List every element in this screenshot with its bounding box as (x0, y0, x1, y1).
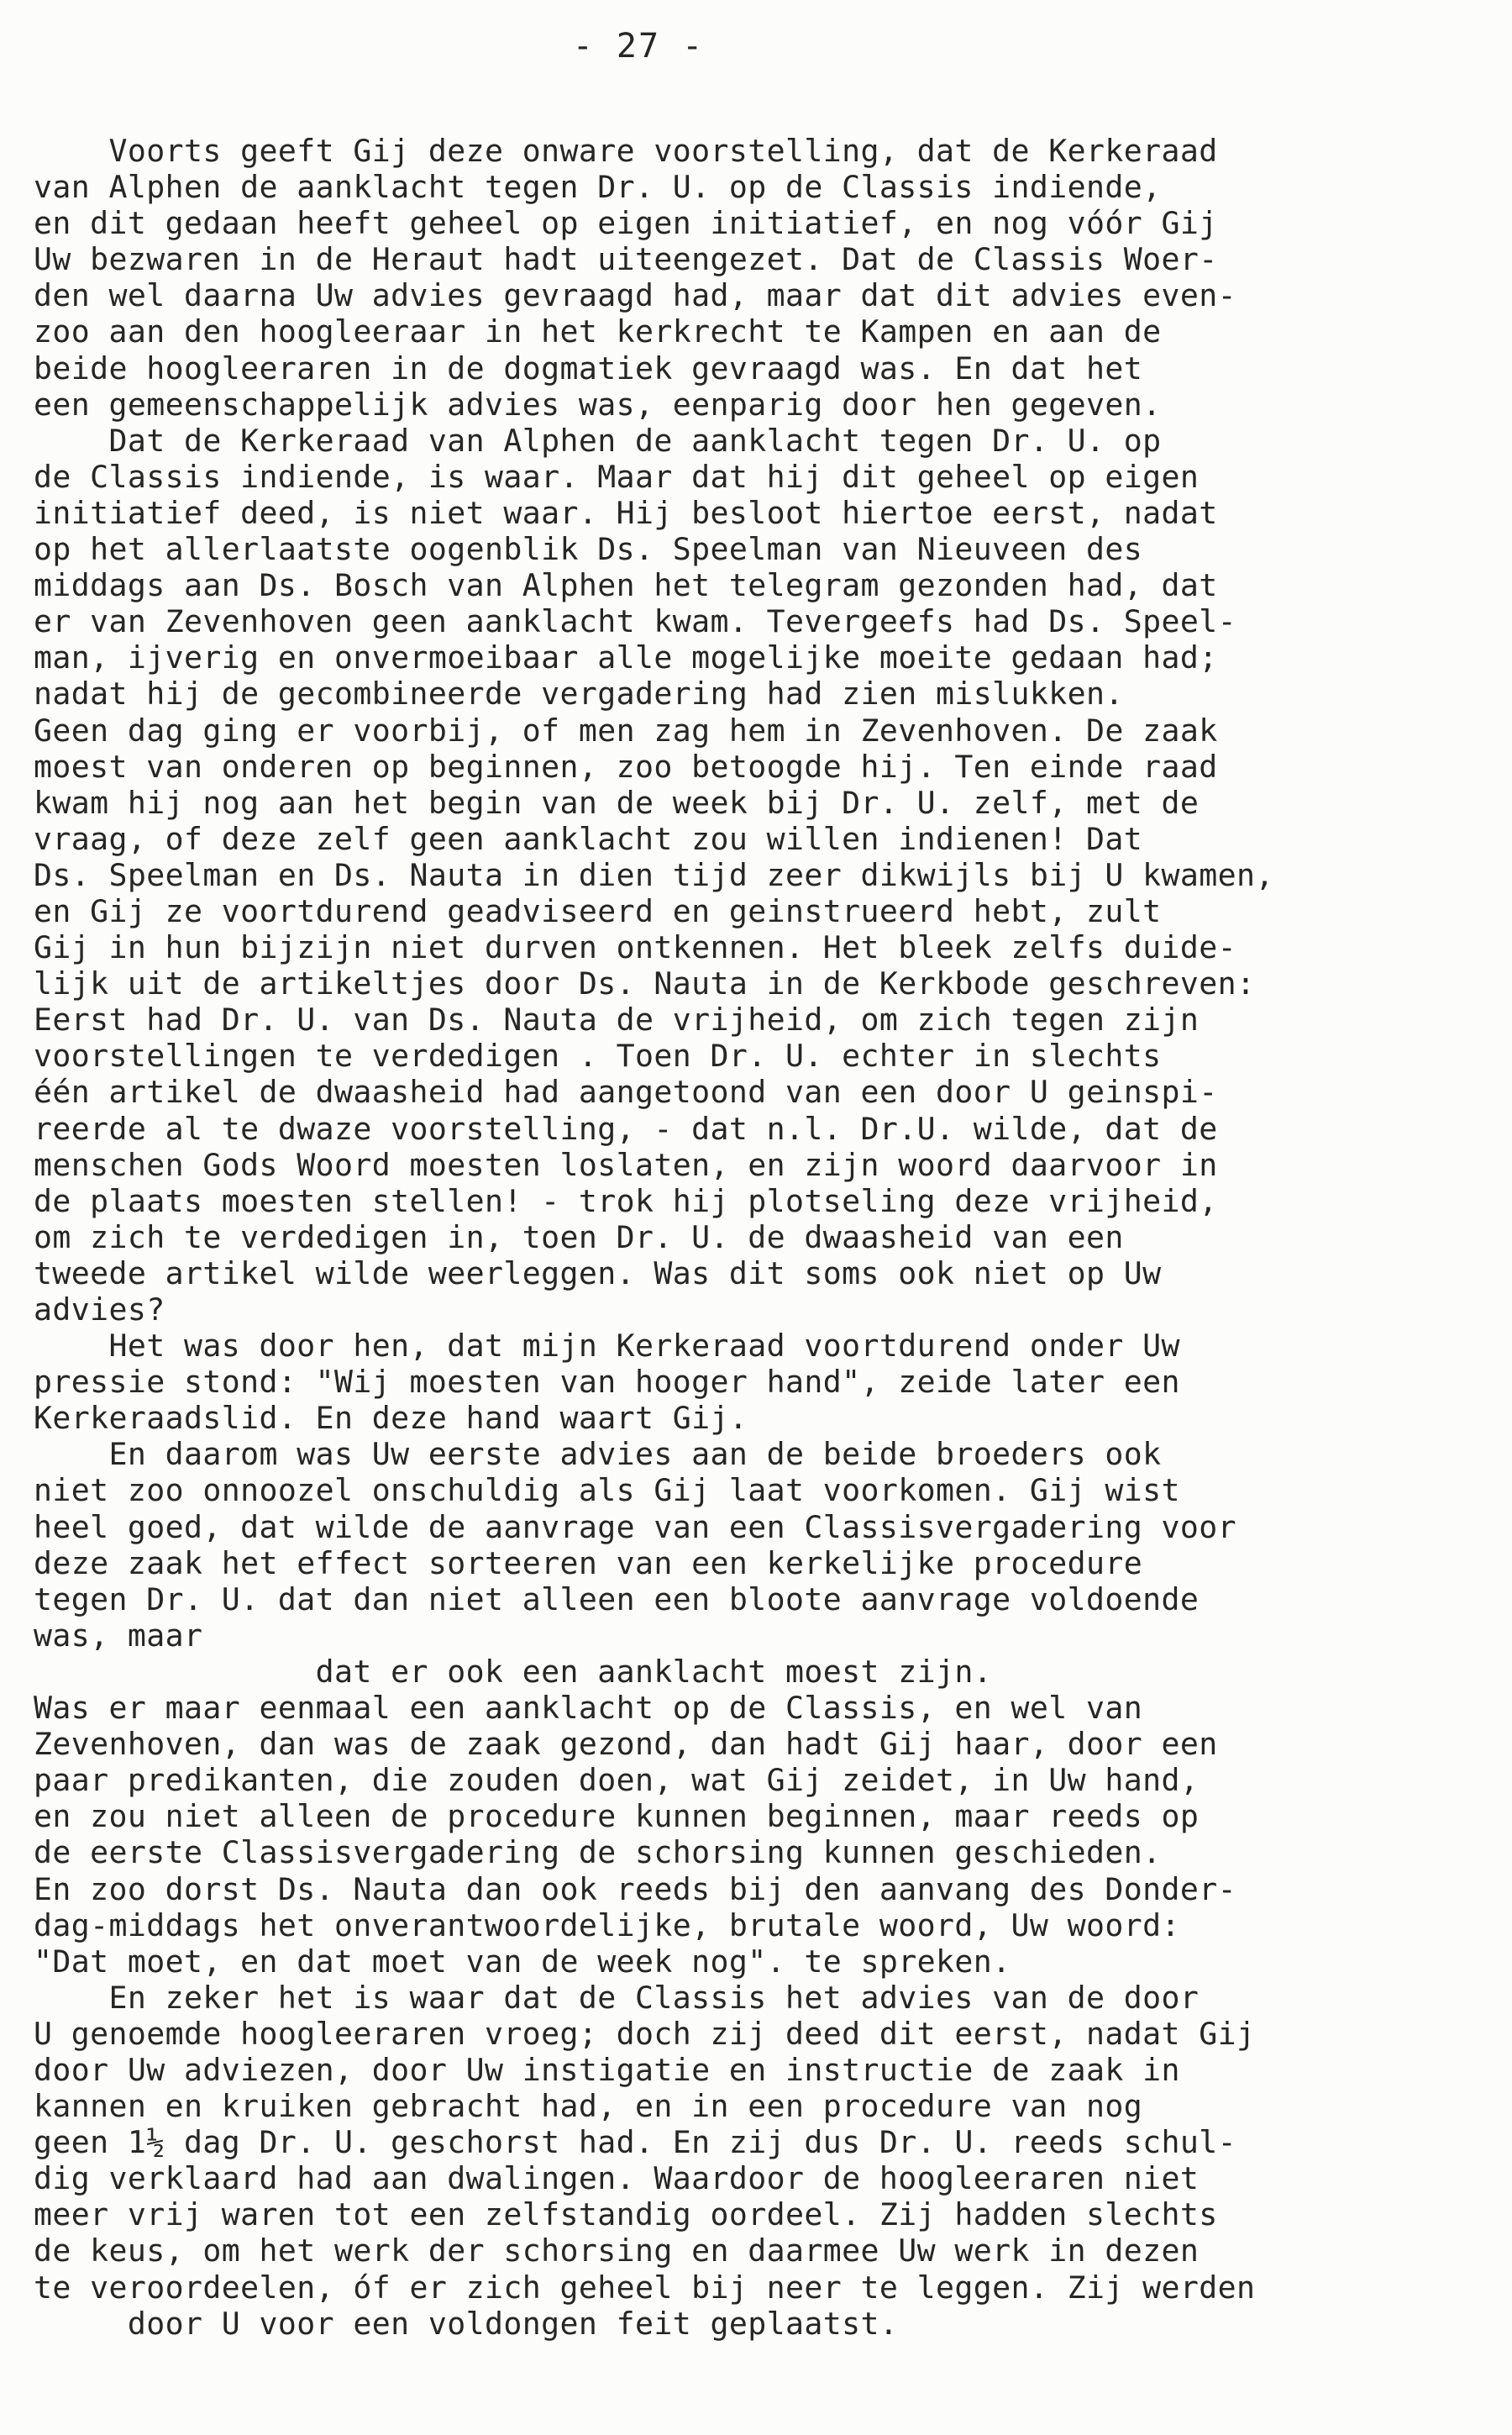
text-line: initiatief deed, is niet waar. Hij besloot hiertoe eerst, nadat (34, 494, 1218, 531)
text-line: om zich te verdedigen in, toen Dr. U. de dwaasheid van een (34, 1218, 1124, 1255)
text-line: beide hoogleeraren in de dogmatiek gevraagd was. En dat het (34, 350, 1143, 387)
text-line: heel goed, dat wilde de aanvrage van een Classisvergadering voor (34, 1508, 1236, 1545)
page-number: - 27 - (572, 27, 705, 66)
text-line: U genoemde hoogleeraren vroeg; doch zij deed dit eerst, nadat Gij (34, 2015, 1256, 2052)
text-line: Uw bezwaren in de Heraut hadt uiteengezet. Dat de Classis Woer- (34, 241, 1218, 278)
text-line: Voorts geeft Gij deze onware voorstelling, dat de Kerkeraad (34, 133, 1218, 169)
text-line: een gemeenschappelijk advies was, eenparig door hen gegeven. (34, 386, 1162, 423)
text-line: tweede artikel wilde weerleggen. Was dit soms ook niet op Uw (34, 1254, 1162, 1291)
text-line: Zevenhoven, dan was de zaak gezond, dan hadt Gij haar, door een (34, 1726, 1218, 1763)
text-line: Eerst had Dr. U. van Ds. Nauta de vrijheid, om zich tegen zijn (34, 1002, 1200, 1039)
text-line: Geen dag ging er voorbij, of men zag hem in Zevenhoven. De zaak (34, 712, 1218, 749)
text-line: kannen en kruiken gebracht had, en in een procedure van nog (34, 2088, 1143, 2125)
text-line: de plaats moesten stellen! - trok hij plotseling deze vrijheid, (34, 1182, 1218, 1219)
text-line: En zeker het is waar dat de Classis het advies van de door (34, 1979, 1200, 2016)
text-line: van Alphen de aanklacht tegen Dr. U. op de Classis indiende, (34, 169, 1162, 206)
text-line: vraag, of deze zelf geen aanklacht zou willen indienen! Dat (34, 820, 1143, 857)
text-line: was, maar (34, 1617, 203, 1654)
text-line: middags aan Ds. Bosch van Alphen het telegram gezonden had, dat (34, 567, 1218, 604)
text-line: pressie stond: "Wij moesten van hooger hand", zeide later een (34, 1364, 1180, 1401)
text-line: één artikel de dwaasheid had aangetoond van een door U geinspi- (34, 1074, 1218, 1111)
text-line: geen 1½ dag Dr. U. geschorst had. En zij dus Dr. U. reeds schul- (34, 2124, 1236, 2161)
text-line: Was er maar eenmaal een aanklacht op de Classis, en wel van (34, 1690, 1143, 1727)
text-line: Het was door hen, dat mijn Kerkeraad voortdurend onder Uw (34, 1328, 1180, 1365)
text-line: reerde al te dwaze voorstelling, - dat n.l. Dr.U. wilde, dat de (34, 1110, 1218, 1147)
text-line: op het allerlaatste oogenblik Ds. Speelman van Nieuveen des (34, 531, 1143, 568)
text-line: advies? (34, 1291, 165, 1328)
text-line: "Dat moet, en dat moet van de week nog". te spreken. (34, 1943, 1011, 1980)
text-line: deze zaak het effect sorteeren van een kerkelijke procedure (34, 1544, 1143, 1581)
text-line: Dat de Kerkeraad van Alphen de aanklacht tegen Dr. U. op (34, 422, 1162, 459)
text-line: den wel daarna Uw advies gevraagd had, maar dat dit advies even- (34, 277, 1236, 314)
text-line: dat er ook een aanklacht moest zijn. (34, 1653, 993, 1690)
text-line: nadat hij de gecombineerde vergadering had zien mislukken. (34, 676, 1124, 713)
text-line: tegen Dr. U. dat dan niet alleen een bloote aanvrage voldoende (34, 1580, 1200, 1617)
text-line: door Uw adviezen, door Uw instigatie en instructie de zaak in (34, 2051, 1180, 2088)
text-line: man, ijverig en onvermoeibaar alle mogelijke moeite gedaan had; (34, 639, 1218, 676)
text-line: dig verklaard had aan dwalingen. Waardoor de hoogleeraren niet (34, 2160, 1200, 2197)
text-line: en dit gedaan heeft geheel op eigen initiatief, en nog vóór Gij (34, 205, 1218, 242)
text-line: Ds. Speelman en Ds. Nauta in dien tijd zeer dikwijls bij U kwamen, (34, 856, 1274, 893)
text-line: en Gij ze voortdurend geadviseerd en geinstrueerd hebt, zult (34, 892, 1162, 929)
text-line: paar predikanten, die zouden doen, wat Gij zeidet, in Uw hand, (34, 1762, 1200, 1799)
text-line: niet zoo onnoozel onschuldig als Gij laat voorkomen. Gij wist (34, 1472, 1180, 1509)
text-line: de keus, om het werk der schorsing en daarmee Uw werk in dezen (34, 2233, 1200, 2269)
text-line: En zoo dorst Ds. Nauta dan ook reeds bij den aanvang des Donder- (34, 1870, 1236, 1907)
text-line: meer vrij waren tot een zelfstandig oordeel. Zij hadden slechts (34, 2196, 1218, 2233)
body-text (34, 133, 1478, 2342)
text-line: de Classis indiende, is waar. Maar dat hij dit geheel op eigen (34, 458, 1200, 495)
text-line: kwam hij nog aan het begin van de week bij Dr. U. zelf, met de (34, 784, 1200, 821)
text-line: moest van onderen op beginnen, zoo betoogde hij. Ten einde raad (34, 748, 1218, 785)
text-line: voorstellingen te verdedigen . Toen Dr. U. echter in slechts (34, 1038, 1162, 1075)
text-line: te veroordeelen, óf er zich geheel bij neer te leggen. Zij werden (34, 2269, 1256, 2306)
text-line: er van Zevenhoven geen aanklacht kwam. Tevergeefs had Ds. Speel- (34, 603, 1236, 640)
text-line: Gij in hun bijzijn niet durven ontkennen. Het bleek zelfs duide- (34, 929, 1236, 966)
text-line: de eerste Classisvergadering de schorsing kunnen geschieden. (34, 1834, 1162, 1871)
text-line: lijk uit de artikeltjes door Ds. Nauta in de Kerkbode geschreven: (34, 965, 1256, 1002)
text-line: door U voor een voldongen feit geplaatst. (34, 2305, 899, 2342)
text-line: menschen Gods Woord moesten loslaten, en zijn woord daarvoor in (34, 1146, 1218, 1183)
text-line: Kerkeraadslid. En deze hand waart Gij. (34, 1400, 748, 1437)
text-line: en zou niet alleen de procedure kunnen beginnen, maar reeds op (34, 1798, 1200, 1835)
text-line: zoo aan den hoogleeraar in het kerkrecht te Kampen en aan de (34, 313, 1162, 350)
text-line: dag-middags het onverantwoordelijke, brutale woord, Uw woord: (34, 1906, 1180, 1943)
text-line: En daarom was Uw eerste advies aan de beide broeders ook (34, 1436, 1162, 1473)
